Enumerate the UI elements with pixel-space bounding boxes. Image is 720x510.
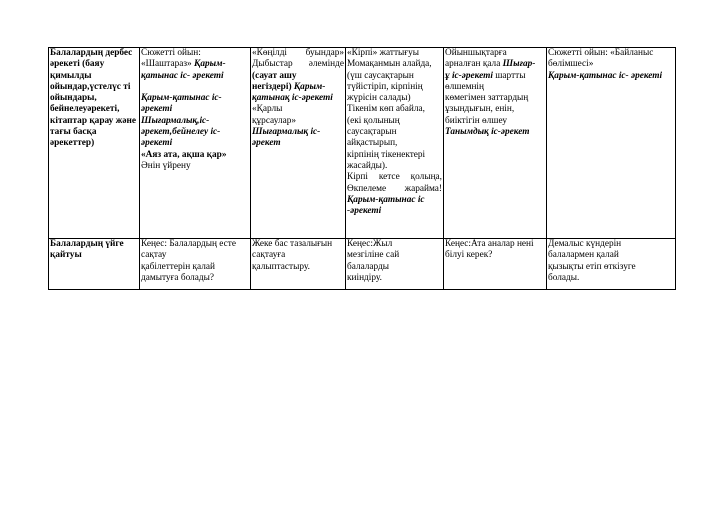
cell-day-3: [346, 48, 444, 239]
cell-day-4: [444, 48, 547, 239]
cell-line: «Көңілді буындар»: [252, 48, 344, 58]
cell-line: (екі қолының: [347, 115, 400, 126]
cell-line: болады.: [548, 272, 580, 283]
cell-line: балалармен қалай: [548, 250, 619, 261]
cell-line: [445, 59, 545, 70]
cell-line: әрекеті: [141, 138, 173, 149]
cell-line: Сюжетті ойын:: [141, 48, 201, 58]
cell-line: -әрекеті: [347, 206, 382, 217]
cell-line: Жеке бас тазалығын: [252, 239, 333, 249]
cell-text-activity: ұ іс-әрекеті: [445, 70, 493, 81]
cell-line: қатынас іс- әрекеті: [141, 70, 224, 81]
cell-line: Демалыс күндерін: [548, 239, 622, 249]
table-row: [49, 48, 676, 239]
cell-line: Дыбыстар әлемінде: [252, 59, 344, 70]
cell-line: қызықты етіп өткізуге: [548, 261, 636, 272]
cell-line: өлшемнің: [445, 81, 484, 92]
cell-line: құрсаулар»: [252, 115, 297, 126]
row-header-going-home: [49, 239, 140, 290]
cell-text: шартты: [495, 70, 526, 81]
cell-text: негіздері): [252, 81, 292, 92]
cell-line: (үш саусақтарын: [347, 70, 414, 81]
cell-line: саусақтарын: [347, 127, 397, 138]
cell-text: арналған қала: [445, 59, 501, 70]
cell-line: Сюжетті ойын: «Байланыс: [548, 48, 654, 58]
cell-line: Қарым-қатынас іс-: [141, 93, 222, 104]
cell-line: әрекет,бейнелеу іс-: [141, 127, 221, 138]
table-row: [49, 239, 676, 290]
cell-line: [141, 59, 249, 70]
cell-line: (сауат ашу: [252, 70, 297, 81]
cell-day-1: [140, 239, 251, 290]
cell-line: жүрісін салады): [347, 93, 411, 104]
cell-line: қатынақ іс-әрекеті: [252, 93, 333, 104]
cell-line: жасайды).: [347, 160, 388, 171]
cell-line: биіктігін өлшеу: [445, 115, 508, 126]
cell-line: «Аяз ата, ақша қар»: [141, 149, 227, 160]
cell-line: қалыптастыру.: [252, 261, 310, 272]
cell-line: Қарым-қатынас іс- әрекеті: [548, 70, 663, 81]
cell-line: әрекеті: [141, 104, 173, 115]
row-header-text: Балалардың дербес әрекеті (баяу қимылды ойындар,үстелүс ті ойындары, бейнелеуәрекеті, кітаптар қарау және тағы басқа әрекеттер): [50, 48, 137, 149]
cell-line: мезгіліне сай: [347, 250, 400, 261]
cell-text: «Шаштараз»: [141, 59, 192, 70]
cell-line: сақтауға: [252, 250, 286, 261]
cell-text-activity: Қарым-: [194, 59, 226, 70]
cell-line: Танымдық іс-әрекет: [445, 127, 530, 138]
cell-day-4: [444, 239, 547, 290]
cell-line: қабілеттерін қалай: [141, 261, 215, 272]
cell-line: «Қарлы: [252, 104, 283, 115]
cell-day-5: [547, 239, 676, 290]
cell-line: түйістіріп, кірпінің: [347, 81, 423, 92]
cell-line: «Кірпі» жаттығуы: [347, 48, 420, 58]
cell-text-activity: Шығар-: [502, 59, 536, 70]
cell-line: дамытуға болады?: [141, 272, 214, 283]
cell-line: Шығармалық іс-: [252, 127, 321, 138]
cell-line: кірпінің тікенектері: [347, 149, 426, 160]
cell-line: Ойыншықтарға: [445, 48, 507, 58]
cell-line: [252, 82, 344, 93]
cell-text-activity: Қарым-: [293, 81, 326, 92]
cell-line: балаларды: [347, 261, 390, 272]
cell-spacer: [141, 82, 249, 93]
cell-line: айқастырып,: [347, 138, 398, 149]
cell-line: Кеңес: Балалардың есте: [141, 239, 236, 249]
cell-day-1: [140, 48, 251, 239]
cell-line: Кеңес:Ата аналар нені: [445, 239, 534, 249]
cell-line: Өкпелеме жарайма!: [347, 183, 442, 194]
row-header-independent-activity: [49, 48, 140, 239]
cell-line: киіндіру.: [347, 272, 382, 283]
row-header-text: Балалардың үйге қайтуы: [50, 239, 124, 261]
cell-line: Тікенім көп абайла,: [347, 104, 425, 115]
cell-line: білуі керек?: [445, 250, 493, 261]
cell-line: Кеңес:Жыл: [347, 239, 393, 249]
cell-day-3: [346, 239, 444, 290]
cell-line: Момақанмын алайда,: [347, 59, 432, 70]
cell-line: Әнін үйрену: [141, 160, 191, 171]
cell-day-5: [547, 48, 676, 239]
daily-plan-table: [48, 47, 676, 290]
cell-day-2: [251, 239, 346, 290]
cell-line: Шығармалық,іс-: [141, 115, 210, 126]
cell-line: әрекет: [252, 138, 281, 149]
cell-line: Қарым-қатынас іс: [347, 194, 425, 205]
cell-line: көмегімен заттардың: [445, 93, 529, 104]
cell-day-2: [251, 48, 346, 239]
cell-line: Кірпі кетсе қолыңа,: [347, 172, 442, 183]
cell-line: бөлімшесі»: [548, 59, 594, 70]
cell-line: сақтау: [141, 250, 167, 261]
cell-line: ұзындығын, енін,: [445, 104, 515, 115]
cell-line: [445, 71, 545, 82]
